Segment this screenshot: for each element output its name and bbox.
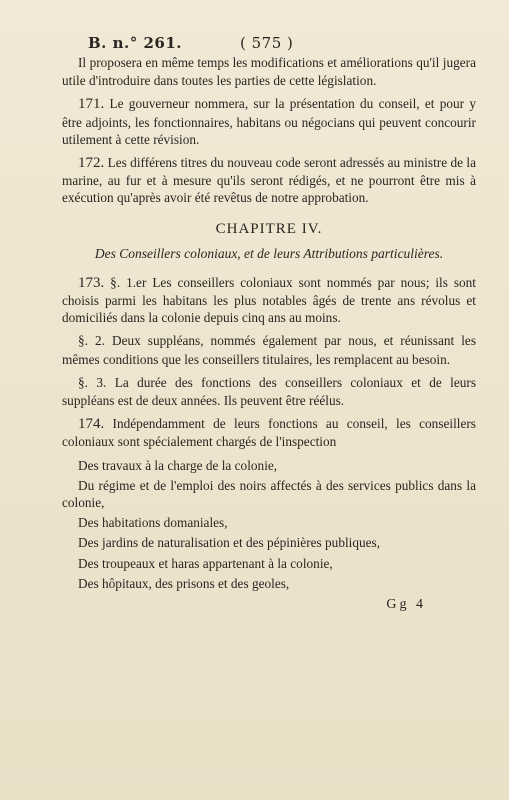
paragraph-section-3: §. 3. La durée des fonctions des conseillers coloniaux et de leurs suppléans est de deux années. Ils peuvent être réélus. [62, 374, 476, 409]
page-body [62, 54, 476, 613]
list-item: Des habitations domaniales, [78, 515, 228, 531]
list-item: Des troupeaux et haras appartenant à la colonie, [78, 555, 333, 571]
article-number: 174. [78, 416, 105, 433]
chapter-subtitle: Des Conseillers coloniaux, et de leurs Attributions particulières. [94, 245, 444, 261]
list-item: Du régime et de l'emploi des noirs affectés à des services publics dans la colonie, [62, 477, 476, 511]
chapter-title: CHAPITRE IV. [215, 220, 323, 237]
page-number: ( 575 ) [240, 34, 294, 52]
paragraph-173: 173. §. 1.er Les conseillers coloniaux sont nommés par nous; ils sont choisis parmi les habitans les plus notables âgés de trente ans révolus et domiciliés dans la colonie depuis cinq ans au moins. [62, 274, 476, 326]
list-item: Des hôpitaux, des prisons et des geoles, [78, 575, 290, 591]
article-number: 173. [78, 274, 105, 291]
paragraph-171: 171. Le gouverneur nommera, sur la présentation du conseil, et pour y être adjoints, les fonctionnaires, habitans ou négocians qui peuvent concourir utilement à cette révision. [62, 96, 476, 147]
inspection-list [62, 457, 476, 592]
bulletin-number: B. n.° 261. [88, 34, 183, 52]
paragraph: Il proposera en même temps les modifications et améliorations qu'il jugera utile d'introduire dans toutes les parties de cette législation. [62, 55, 476, 89]
list-item: Des travaux à la charge de la colonie, [78, 457, 278, 473]
paragraph-174: 174. Indépendamment de leurs fonctions au conseil, les conseillers coloniaux sont spécialement chargés de l'inspection [62, 416, 476, 450]
paragraph-172: 172. Les différens titres du nouveau code seront adressés au ministre de la marine, au fur et à mesure qu'ils seront rédigés, et ne pourront être mis à exécution qu'après avoir été revêtus de notre approbation. [62, 155, 476, 206]
signature-mark: Gg 4 [386, 597, 426, 613]
paragraph-section-2: §. 2. Deux suppléans, nommés également par nous, et réunissant les mêmes conditions que les conseillers titulaires, les remplacent au besoin. [62, 333, 476, 367]
article-number: 172. [78, 155, 105, 172]
article-number: 171. [78, 96, 105, 113]
list-item: Des jardins de naturalisation et des pépinières publiques, [78, 535, 381, 551]
